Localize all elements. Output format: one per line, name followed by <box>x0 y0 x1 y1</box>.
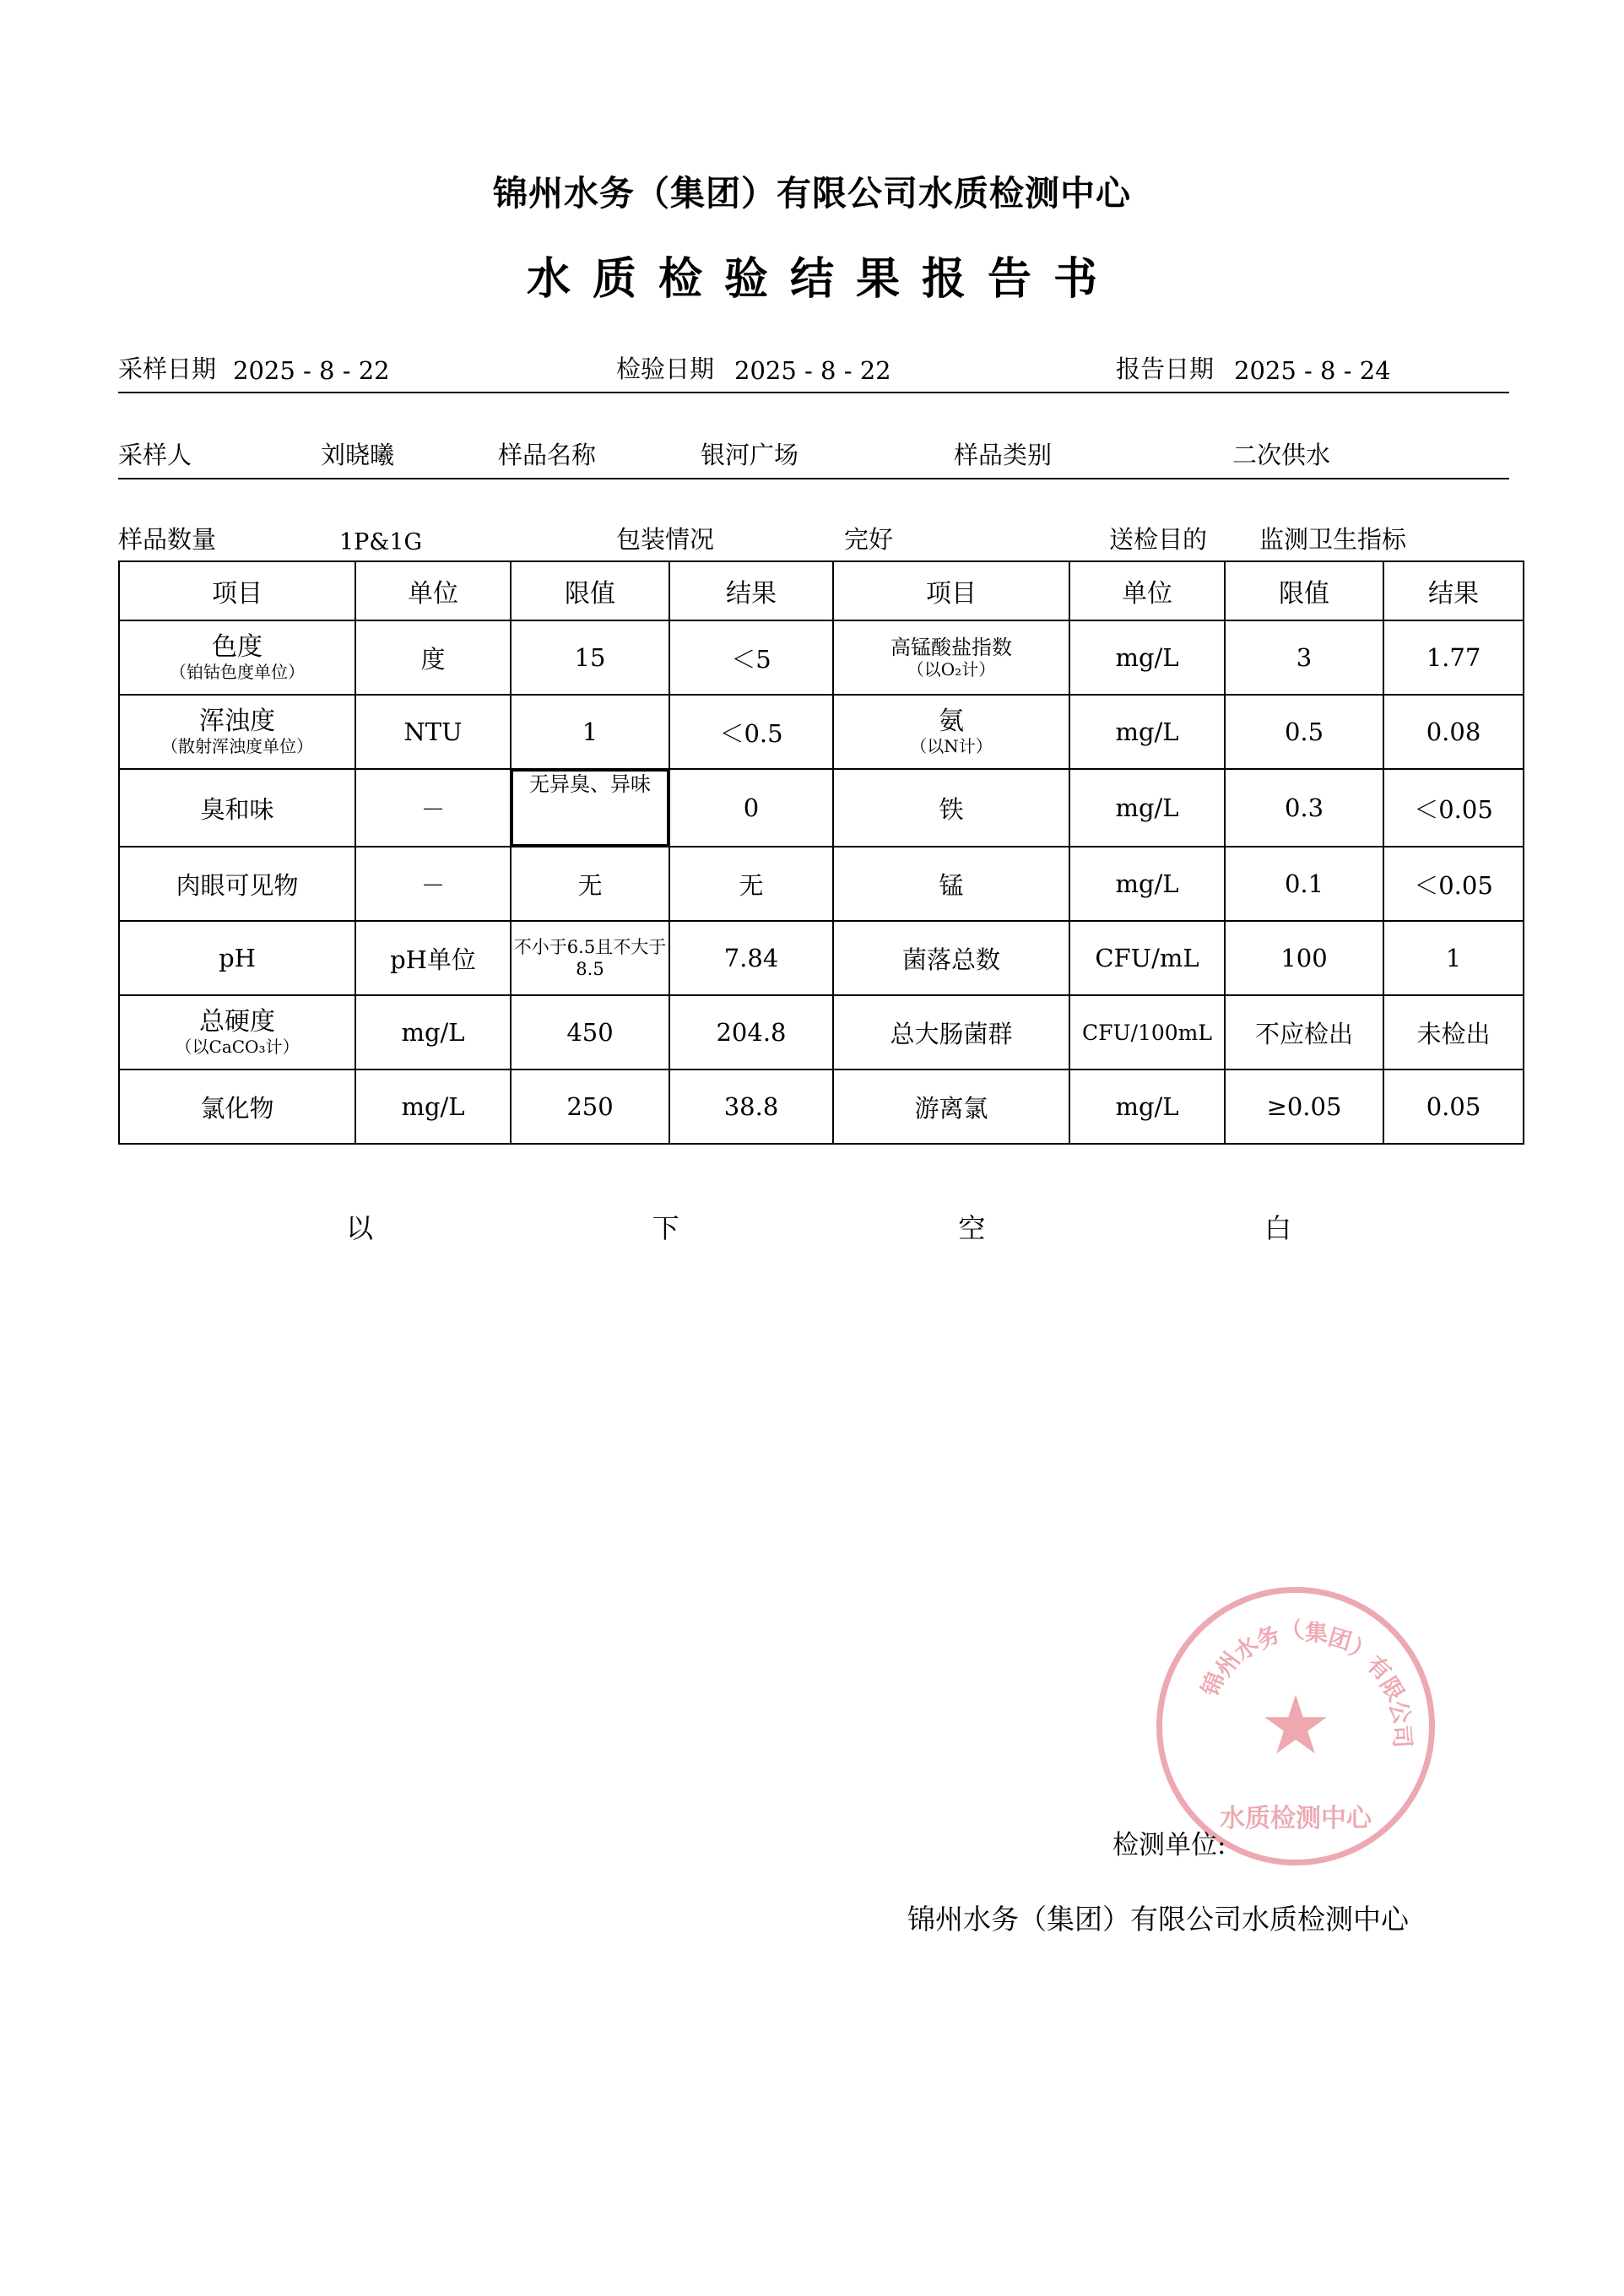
test-date-label: 检验日期 <box>616 355 715 383</box>
cell-result-left: ＜0.5 <box>669 695 833 769</box>
cell-result-left: 无 <box>669 847 833 921</box>
cell-result-right: ＜0.05 <box>1383 847 1524 921</box>
cell-result-left: 204.8 <box>669 995 833 1069</box>
report-date-label: 报告日期 <box>1116 355 1215 383</box>
sampler-value: 刘晓曦 <box>321 441 395 469</box>
stamp-arc-char-8: ） <box>1345 1634 1378 1670</box>
header-limit-left: 限值 <box>511 561 669 620</box>
cell-limit-right: 100 <box>1225 921 1383 995</box>
item-subnote: （以N计） <box>910 735 993 756</box>
stamp-arc-char-5: （ <box>1278 1617 1307 1649</box>
cell-item-left: 臭和味 <box>119 769 355 847</box>
cell-item-left: 肉眼可见物 <box>119 847 355 921</box>
cell-unit-right: CFU/mL <box>1069 921 1225 995</box>
purpose-value: 监测卫生指标 <box>1259 525 1407 554</box>
cell-unit-left: mg/L <box>355 1069 511 1144</box>
cell-item-left: 氯化物 <box>119 1069 355 1144</box>
cell-result-right: 0.05 <box>1383 1069 1524 1144</box>
cell-item-right <box>833 620 1069 695</box>
cell-limit-right: 3 <box>1225 620 1383 695</box>
header-result-left: 结果 <box>669 561 833 620</box>
cell-item-right: 铁 <box>833 769 1069 847</box>
stamp-bottom-text: 水质检测中心 <box>1220 1804 1372 1833</box>
cell-limit-right: 0.5 <box>1225 695 1383 769</box>
stamp-arc-char-3: 水 <box>1229 1631 1264 1666</box>
cell-result-right: 1.77 <box>1383 620 1524 695</box>
table-header-row <box>119 561 1524 620</box>
blank-notice-char-4: 白 <box>1264 1212 1291 1244</box>
report-date-value: 2025 - 8 - 24 <box>1234 356 1391 385</box>
cell-unit-right: mg/L <box>1069 1069 1225 1144</box>
cell-unit-left: pH单位 <box>355 921 511 995</box>
cell-result-left: 38.8 <box>669 1069 833 1144</box>
cell-item-left <box>119 620 355 695</box>
header-unit-left: 单位 <box>355 561 511 620</box>
cell-item-right: 游离氯 <box>833 1069 1069 1144</box>
cell-result-left: 0 <box>669 769 833 847</box>
stamp-arc-char-4: 务 <box>1252 1621 1285 1655</box>
inspection-unit-label: 检测单位: <box>1112 1830 1226 1860</box>
cell-item-right: 锰 <box>833 847 1069 921</box>
blank-notice <box>346 1207 1291 1246</box>
stamp-arc-char-11: 公 <box>1383 1697 1416 1728</box>
cell-result-right: 1 <box>1383 921 1524 995</box>
inspection-unit-name: 锦州水务（集团）有限公司水质检测中心 <box>907 1903 1409 1936</box>
table-row <box>119 921 1524 995</box>
cell-unit-left: NTU <box>355 695 511 769</box>
item-name: 总硬度 <box>199 1007 275 1037</box>
test-date-value: 2025 - 8 - 22 <box>734 356 891 385</box>
cell-result-right: 0.08 <box>1383 695 1524 769</box>
document-title: 水质检验结果报告书 <box>526 253 1119 305</box>
purpose-label: 送检目的 <box>1109 525 1208 554</box>
sampling-date-value: 2025 - 8 - 22 <box>233 356 390 385</box>
cell-result-right: ＜0.05 <box>1383 769 1524 847</box>
cell-limit-right: ≥0.05 <box>1225 1069 1383 1144</box>
cell-limit-left: 15 <box>511 620 669 695</box>
header-item-left: 项目 <box>119 561 355 620</box>
sample-name-label: 样品名称 <box>498 441 597 469</box>
stamp-arc-char-6: 集 <box>1304 1620 1329 1648</box>
cell-unit-right: mg/L <box>1069 847 1225 921</box>
sample-type-value: 二次供水 <box>1232 441 1331 469</box>
cell-limit-left: 250 <box>511 1069 669 1144</box>
blank-notice-char-2: 下 <box>652 1212 679 1244</box>
stamp-arc-char-10: 限 <box>1374 1672 1410 1706</box>
blank-notice-char-1: 以 <box>346 1212 374 1244</box>
cell-unit-left: 度 <box>355 620 511 695</box>
sampler-label: 采样人 <box>118 441 192 469</box>
stamp-arc-char-1: 锦 <box>1197 1669 1231 1700</box>
stamp-arc-char-2: 州 <box>1210 1647 1246 1682</box>
table-row <box>119 847 1524 921</box>
packaging-label: 包装情况 <box>616 525 715 554</box>
cell-item-left <box>119 695 355 769</box>
cell-limit-left: 无异臭、异味 <box>512 770 669 846</box>
cell-limit-left: 450 <box>511 995 669 1069</box>
table-row <box>119 1069 1524 1144</box>
item-subnote: （以O₂计） <box>907 658 996 680</box>
meta-row-dates <box>118 344 1509 393</box>
cell-item-left: pH <box>119 921 355 995</box>
sample-name-value: 银河广场 <box>701 441 799 469</box>
meta-row-packaging <box>118 515 1509 562</box>
cell-limit-right: 0.3 <box>1225 769 1383 847</box>
header-result-right: 结果 <box>1383 561 1524 620</box>
packaging-value: 完好 <box>844 525 894 554</box>
cell-limit-left: 无 <box>511 847 669 921</box>
table-row <box>119 695 1524 769</box>
item-subnote: （以CaCO₃计） <box>175 1036 300 1057</box>
cell-unit-right: mg/L <box>1069 620 1225 695</box>
cell-limit-right: 0.1 <box>1225 847 1383 921</box>
cell-unit-right: mg/L <box>1069 769 1225 847</box>
cell-result-right: 未检出 <box>1383 995 1524 1069</box>
meta-row-sample <box>118 430 1509 479</box>
cell-item-left <box>119 995 355 1069</box>
results-table <box>118 560 1524 1145</box>
cell-unit-left: － <box>355 769 511 847</box>
stamp-arc-char-12: 司 <box>1387 1724 1416 1749</box>
cell-item-right <box>833 695 1069 769</box>
sample-qty-value: 1P&1G <box>339 529 423 555</box>
cell-limit-left: 1 <box>511 695 669 769</box>
stamp-arc-char-7: 团 <box>1325 1624 1355 1656</box>
sample-type-label: 样品类别 <box>954 441 1053 469</box>
header-item-right: 项目 <box>833 561 1069 620</box>
item-subnote: （散射浑浊度单位） <box>161 735 313 756</box>
cell-unit-left: － <box>355 847 511 921</box>
header-unit-right: 单位 <box>1069 561 1225 620</box>
table-row <box>119 769 1524 847</box>
cell-unit-left: mg/L <box>355 995 511 1069</box>
table-row <box>119 995 1524 1069</box>
header-limit-right: 限值 <box>1225 561 1383 620</box>
item-name: 浑浊度 <box>199 707 275 737</box>
item-name: 高锰酸盐指数 <box>890 636 1012 660</box>
item-subnote: （铂钴色度单位） <box>170 661 305 682</box>
cell-limit-right: 不应检出 <box>1225 995 1383 1069</box>
cell-result-left: 7.84 <box>669 921 833 995</box>
cell-result-left: ＜5 <box>669 620 833 695</box>
blank-notice-char-3: 空 <box>958 1212 986 1244</box>
cell-item-right: 菌落总数 <box>833 921 1069 995</box>
sample-qty-label: 样品数量 <box>118 525 217 554</box>
cell-item-right: 总大肠菌群 <box>833 995 1069 1069</box>
star-icon: ★ <box>1259 1681 1333 1771</box>
cell-unit-right: CFU/100mL <box>1069 995 1225 1069</box>
stamp-arc-char-9: 有 <box>1361 1651 1396 1687</box>
cell-unit-right: mg/L <box>1069 695 1225 769</box>
cell-limit-left: 不小于6.5且不大于8.5 <box>511 921 669 995</box>
item-name: 氨 <box>939 707 964 737</box>
sampling-date-label: 采样日期 <box>118 355 217 383</box>
table-row <box>119 620 1524 695</box>
item-name: 色度 <box>212 632 263 663</box>
organization-title: 锦州水务（集团）有限公司水质检测中心 <box>493 173 1131 214</box>
